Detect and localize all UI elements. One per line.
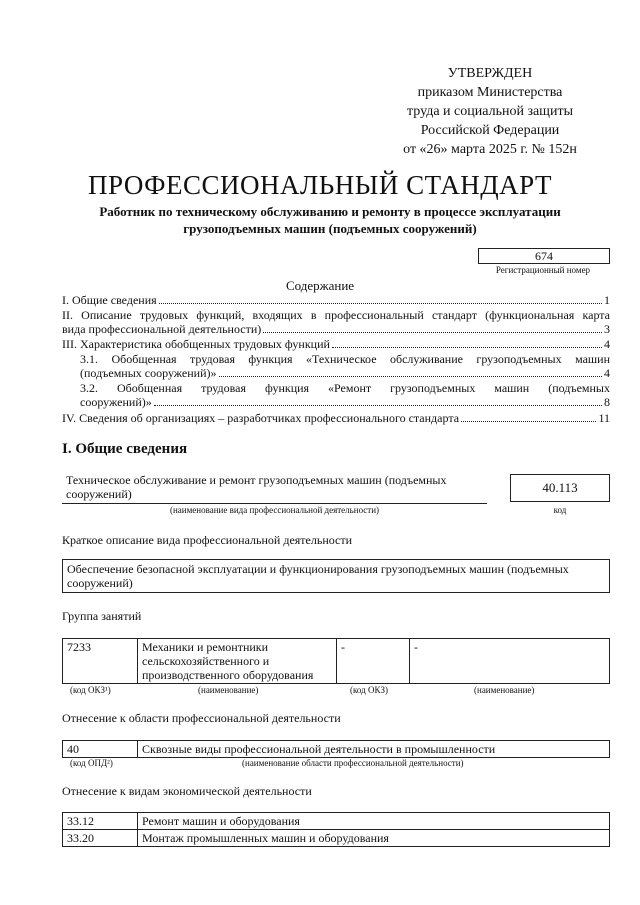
caption-okz-code-2: (код ОКЗ): [350, 685, 388, 695]
opd-name: Сквозные виды профессиональной деятельности в промышленности: [138, 741, 610, 758]
table-row: [63, 830, 610, 847]
toc-entry-ii[interactable]: [62, 308, 610, 336]
okz-name-2: -: [410, 639, 610, 684]
group-table: [62, 638, 610, 684]
area-label: Отнесение к области профессиональной деятельности: [62, 711, 341, 725]
table-row: [63, 813, 610, 830]
approval-line: Российской Федерации: [420, 123, 560, 138]
toc-text: 3.1. Обобщенная трудовая функция «Техническое обслуживание грузоподъемных машин: [80, 352, 610, 366]
approval-block: [390, 64, 590, 159]
toc-page: 3: [604, 322, 610, 336]
table-row: [63, 741, 610, 758]
toc-text: сооружений)»: [80, 395, 152, 409]
toc-text: III. Характеристика обобщенных трудовых функций: [62, 337, 330, 351]
caption-okz-name-2: (наименование): [474, 685, 535, 695]
section-heading: I. Общие сведения: [62, 441, 188, 457]
approval-line: труда и социальной защиты: [407, 104, 573, 119]
activity-code: 40.113: [510, 474, 610, 502]
toc-text: II. Описание трудовых функций, входящих в профессиональный стандарт (функциональная карта: [62, 308, 610, 322]
document-title: ПРОФЕССИОНАЛЬНЫЙ СТАНДАРТ: [87, 170, 553, 200]
caption-opd-name: (наименование области профессиональной деятельности): [242, 758, 464, 768]
toc-text: IV. Сведения об организациях – разработчиках профессионального стандарта: [62, 411, 460, 425]
brief-label: Краткое описание вида профессиональной деятельности: [62, 533, 353, 547]
toc-title: Содержание: [285, 278, 355, 293]
opd-code: 40: [63, 741, 138, 758]
activity-caption: (наименование вида профессиональной деятельности): [169, 505, 380, 515]
toc-page: 8: [604, 395, 610, 409]
okz-code: 7233: [63, 639, 138, 684]
subtitle-line: грузоподъемных машин (подъемных сооружений): [183, 221, 477, 236]
toc-entry-3-2[interactable]: [80, 381, 610, 409]
approval-line: от «26» марта 2025 г. № 152н: [403, 142, 577, 157]
toc-text: 3.2. Обобщенная трудовая функция «Ремонт грузоподъемных машин (подъемных: [80, 381, 610, 395]
subtitle-line: Работник по техническому обслуживанию и ремонту в процессе эксплуатации: [99, 204, 561, 219]
toc-entry-3-1[interactable]: [80, 352, 610, 380]
activity-name: Техническое обслуживание и ремонт грузоподъемных машин (подъемных сооружений): [62, 473, 487, 504]
toc-text: I. Общие сведения: [62, 293, 157, 307]
caption-okz-code: (код ОКЗ¹): [70, 685, 111, 695]
toc-text: (подъемных сооружений)»: [80, 366, 217, 380]
okved-name: Монтаж промышленных машин и оборудования: [138, 830, 610, 847]
okz-name: Механики и ремонтники сельскохозяйственного и производственного оборудования: [138, 639, 337, 684]
econ-label: Отнесение к видам экономической деятельности: [62, 784, 312, 798]
toc-text: вида профессиональной деятельности): [62, 322, 262, 336]
code-caption: код: [553, 505, 567, 515]
toc-page: 4: [604, 366, 610, 380]
toc-entry-i[interactable]: [62, 293, 610, 307]
approval-line: приказом Министерства: [417, 85, 563, 100]
document-subtitle: [50, 203, 610, 237]
okz-code-2: -: [337, 639, 410, 684]
table-row: [63, 639, 610, 684]
caption-okz-name: (наименование): [198, 685, 259, 695]
toc-page: 1: [604, 293, 610, 307]
okved-code: 33.12: [63, 813, 138, 830]
okved-name: Ремонт машин и оборудования: [138, 813, 610, 830]
group-label: Группа занятий: [62, 609, 142, 623]
toc-page: 4: [604, 337, 610, 351]
registration-label: Регистрационный номер: [495, 265, 591, 275]
area-table: [62, 740, 610, 758]
econ-table: [62, 812, 610, 847]
brief-text: Обеспечение безопасной эксплуатации и функционирования грузоподъемных машин (подъемных сооружений): [62, 559, 610, 593]
toc-entry-iii[interactable]: [62, 337, 610, 351]
okved-code: 33.20: [63, 830, 138, 847]
toc-entry-iv[interactable]: [62, 411, 610, 425]
toc-page: 11: [598, 411, 610, 425]
approval-line: УТВЕРЖДЕН: [447, 66, 533, 81]
caption-opd-code: (код ОПД²): [70, 758, 113, 768]
registration-number: 674: [478, 248, 610, 264]
